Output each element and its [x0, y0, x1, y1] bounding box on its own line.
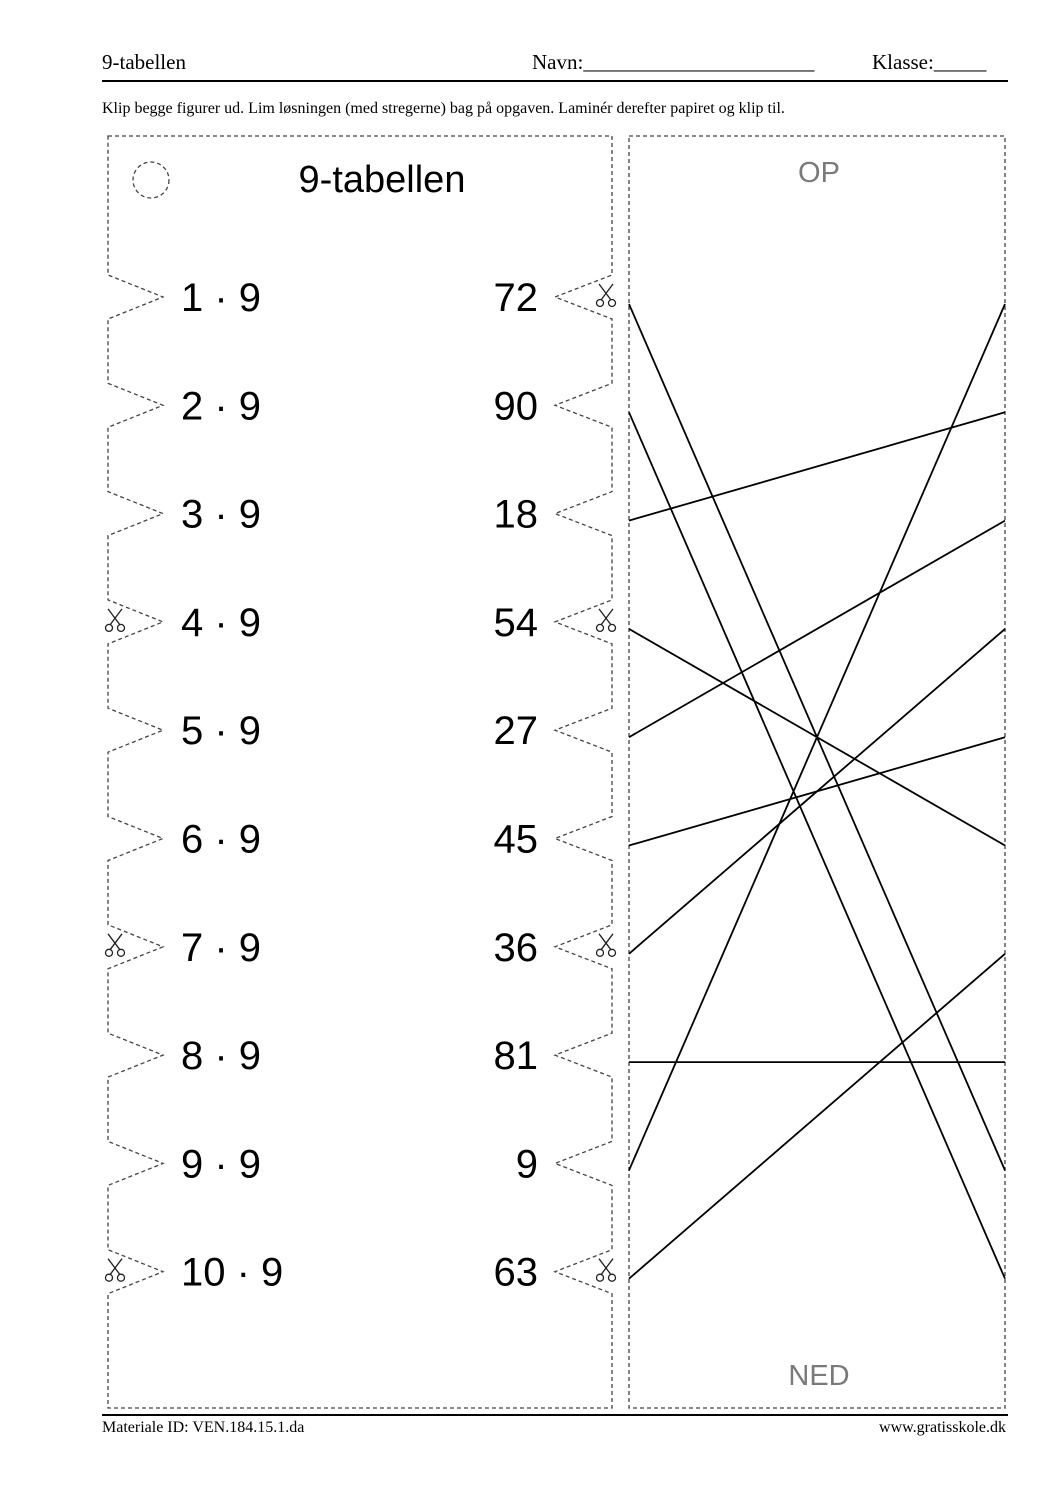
solution-top-label: OP	[798, 157, 840, 189]
task-card	[106, 136, 616, 1408]
scissors-icon	[106, 1259, 125, 1282]
class-field-label: Klasse:_____	[872, 50, 987, 74]
name-field-label: Navn:______________________	[532, 50, 815, 74]
answer-label: 72	[493, 276, 538, 320]
circle-icon	[133, 162, 169, 198]
question-label: 2 · 9	[181, 384, 262, 429]
scissors-icon	[597, 934, 616, 957]
question-label: 10 · 9	[181, 1250, 284, 1295]
header-title: 9-tabellen	[102, 50, 186, 74]
question-label: 3 · 9	[181, 492, 262, 537]
solution-bottom-label: NED	[788, 1360, 850, 1392]
solution-lines	[629, 304, 1005, 1279]
footer-rule	[102, 1414, 1008, 1416]
answer-label: 45	[493, 817, 538, 862]
instructions-text: Klip begge figurer ud. Lim løsningen (med stregerne) bag på opgaven. Laminér derefter papiret og klip til.	[102, 100, 785, 117]
question-label: 9 · 9	[181, 1142, 262, 1187]
solution-card	[629, 136, 1005, 1408]
scissors-icon	[597, 609, 616, 632]
question-label: 1 · 9	[181, 276, 262, 320]
answer-label: 90	[493, 384, 538, 429]
solution-line	[629, 521, 1005, 738]
scissors-icon	[597, 284, 616, 307]
answer-label: 81	[493, 1034, 538, 1079]
question-label: 7 · 9	[181, 925, 262, 970]
scissors-icon	[597, 1259, 616, 1282]
answer-label: 54	[493, 600, 538, 645]
solution-line	[629, 954, 1005, 1279]
question-label: 4 · 9	[181, 600, 262, 645]
question-label: 6 · 9	[181, 817, 262, 862]
question-label: 5 · 9	[181, 709, 262, 754]
card-rows	[106, 276, 616, 1295]
material-id: Materiale ID: VEN.184.15.1.da	[102, 1419, 305, 1436]
answer-label: 36	[493, 925, 538, 970]
answer-label: 9	[515, 1142, 538, 1187]
solution-card-outline	[629, 136, 1005, 1408]
solution-line	[629, 412, 1005, 520]
answer-label: 18	[493, 492, 538, 537]
scissors-icon	[106, 609, 125, 632]
task-card-cut-outline	[108, 136, 612, 1408]
answer-label: 63	[493, 1250, 538, 1295]
answer-label: 27	[493, 709, 538, 754]
question-label: 8 · 9	[181, 1034, 262, 1079]
solution-line	[629, 629, 1005, 954]
website-link: www.gratisskole.dk	[879, 1419, 1006, 1436]
card-title: 9-tabellen	[298, 159, 466, 201]
scissors-icon	[106, 934, 125, 957]
solution-line	[629, 412, 1005, 1278]
